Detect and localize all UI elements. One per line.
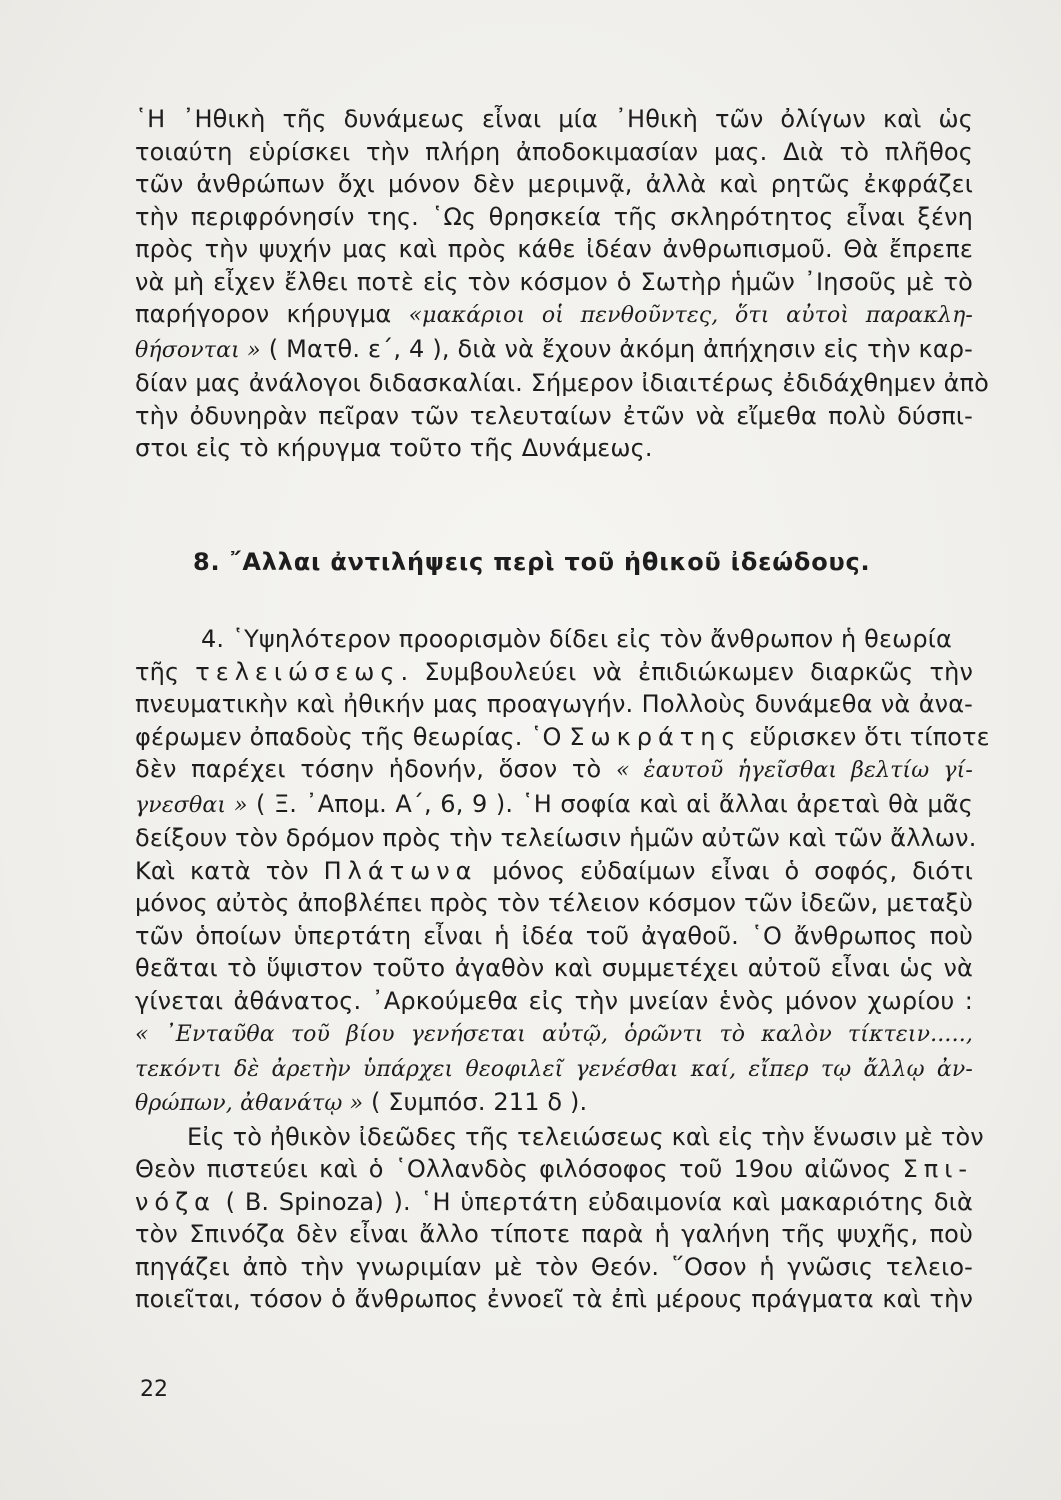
text-line: 4. ῾Υψηλότερον προορισμὸν δίδει εἰς τὸν ἄνθρωπον ἡ θεωρία [201,625,953,653]
text-line: νόζα ( B. Spinoza) ). ῾Η ὑπερτάτη εὐδαιμονία καὶ μακαριότης διὰ [135,1187,973,1216]
text-line: ποιεῖται, τόσον ὁ ἄνθρωπος ἐννοεῖ τὰ ἐπὶ μέρους πράγματα καὶ τὴν [135,1285,973,1313]
spaced-name: Σωκράτης [569,722,742,751]
text-line: Καὶ κατὰ τὸν Πλάτωνα μόνος εὐδαίμων εἶναι ὁ σοφός, διότι [135,856,973,885]
quotation-italic: « ᾿Ενταῦθα τοῦ βίου γενήσεται αὐτῷ, ὁρῶντι τὸ καλὸν τίκτειν....., [135,1022,973,1047]
text-line: τοιαύτη εὑρίσκει τὴν πλήρη ἀποδοκιμασίαν μας. Διὰ τὸ πλῆθος [135,137,973,166]
text-line: γίνεται ἀθάνατος. ᾿Αρκούμεθα εἰς τὴν μνείαν ἑνὸς μόνον χωρίου : [135,986,973,1015]
text-line [135,1052,973,1087]
text-line: παρήγορον κήρυγμα «μακάριοι οἱ πενθοῦντες, ὅτι αὐτοὶ παρακλη- [135,300,974,328]
spaced-term: τελειώσεως [195,657,401,686]
text-line: Εἰς τὸ ἠθικὸν ἰδεῶδες τῆς τελειώσεως καὶ εἰς τὴν ἕνωσιν μὲ τὸν [187,1122,984,1151]
text-line: θήσονται » ( Ματθ. ε΄, 4 ), διὰ νὰ ἔχουν ἀκόμη ἀπήχησιν εἰς τὴν καρ- [135,334,973,363]
text-line: μόνος αὐτὸς ἀποβλέπει πρὸς τὸν τέλειον κόσμον τῶν ἰδεῶν, μεταξὺ [135,889,973,917]
text-line: τὴν ὀδυνηρὰν πεῖραν τῶν τελευταίων ἐτῶν νὰ εἴμεθα πολὺ δύσπι- [135,401,973,430]
quotation-italic: θρώπων, ἀθανάτῳ » [135,1091,364,1116]
text-line: φέρωμεν ὀπαδοὺς τῆς θεωρίας. ῾Ο Σωκράτης εὕρισκεν ὅτι τίποτε [135,722,990,751]
spaced-name: νόζα [135,1187,216,1216]
text-line: στοι εἰς τὸ κήρυγμα τοῦτο τῆς Δυνάμεως. [135,434,653,462]
text-line: πνευματικὴν καὶ ἠθικήν μας προαγωγήν. Πολλοὺς δυνάμεθα νὰ ἀνα- [135,690,973,718]
text-line: νὰ μὴ εἶχεν ἔλθει ποτὲ εἰς τὸν κόσμον ὁ Σωτὴρ ἡμῶν ᾿Ιησοῦς μὲ τὸ [135,267,973,296]
text-line: δείξουν τὸν δρόμον πρὸς τὴν τελείωσιν ἡμῶν αὐτῶν καὶ τῶν ἄλλων. [135,824,977,852]
text-line: πρὸς τὴν ψυχήν μας καὶ πρὸς κάθε ἰδέαν ἀνθρωπισμοῦ. Θὰ ἔπρεπε [135,235,973,263]
text-line: τῆς τελειώσεως. Συμβουλεύει νὰ ἐπιδιώκωμεν διαρκῶς τὴν [135,657,973,686]
text-line: πηγάζει ἀπὸ τὴν γνωριμίαν μὲ τὸν Θεόν. ῞Οσον ἡ γνῶσις τελειο- [135,1252,973,1281]
spaced-name: Πλάτωνα [323,856,478,885]
text-line: δίαν μας ἀνάλογοι διδασκαλίαι. Σήμερον ἰδιαιτέρως ἐδιδάχθημεν ἀπὸ [135,369,989,397]
quotation-italic: θήσονται » [135,337,261,363]
quotation-italic: γνεσθαι » [135,792,248,818]
text-line: τῶν ἀνθρώπων ὄχι μόνον δὲν μεριμνᾷ, ἀλλὰ καὶ ρητῶς ἐκφράζει [135,170,973,198]
text-line: θρώπων, ἀθανάτῳ » ( Συμπόσ. 211 δ ). [135,1088,588,1116]
text-line: δὲν παρέχει τόσην ἡδονήν, ὅσον τὸ « ἑαυτοῦ ἡγεῖσθαι βελτίω γί- [135,755,973,783]
text-line: ῾Η ᾿Ηθικὴ τῆς δυνάμεως εἶναι μία ᾿Ηθικὴ τῶν ὀλίγων καὶ ὡς [135,105,973,133]
text-line: γνεσθαι » ( Ξ. ᾿Απομ. Α΄, 6, 9 ). ῾Η σοφία καὶ αἱ ἄλλαι ἀρεταὶ θὰ μᾶς [135,789,973,818]
text-line: θεᾶται τὸ ὕψιστον τοῦτο ἀγαθὸν καὶ συμμετέχει αὐτοῦ εἶναι ὡς νὰ [135,954,973,982]
text-line: τὸν Σπινόζα δὲν εἶναι ἄλλο τίποτε παρὰ ἡ γαλήνη τῆς ψυχῆς, ποὺ [135,1220,973,1248]
page-number: 22 [140,1377,168,1402]
quotation-italic: « ἑαυτοῦ ἡγεῖσθαι βελτίω γί- [616,758,973,783]
text-line [135,1017,973,1052]
section-heading: 8. ῎Αλλαι ἀντιλήψεις περὶ τοῦ ἠθικοῦ ἰδεώδους. [193,548,871,576]
quotation-italic: τεκόντι δὲ ἀρετὴν ὑπάρχει θεοφιλεῖ γενέσθαι καί, εἴπερ τῳ ἄλλῳ ἀν- [135,1056,973,1082]
spaced-name: Σπι- [902,1155,973,1183]
quotation-italic: «μακάριοι οἱ πενθοῦντες, ὅτι αὐτοὶ παρακλη- [408,303,974,328]
paragraph-ethics-of-power [135,103,989,465]
text-line: τῶν ὁποίων ὑπερτάτη εἶναι ἡ ἰδέα τοῦ ἀγαθοῦ. ῾Ο ἄνθρωπος ποὺ [135,921,973,950]
paragraph-perfection-theory [135,623,990,1316]
text-line: Θεὸν πιστεύει καὶ ὁ ῾Ολλανδὸς φιλόσοφος τοῦ 19ου αἰῶνος Σπι- [135,1155,973,1183]
text-line: τὴν περιφρόνησίν της. ῾Ως θρησκεία τῆς σκληρότητος εἶναι ξένη [135,202,973,231]
